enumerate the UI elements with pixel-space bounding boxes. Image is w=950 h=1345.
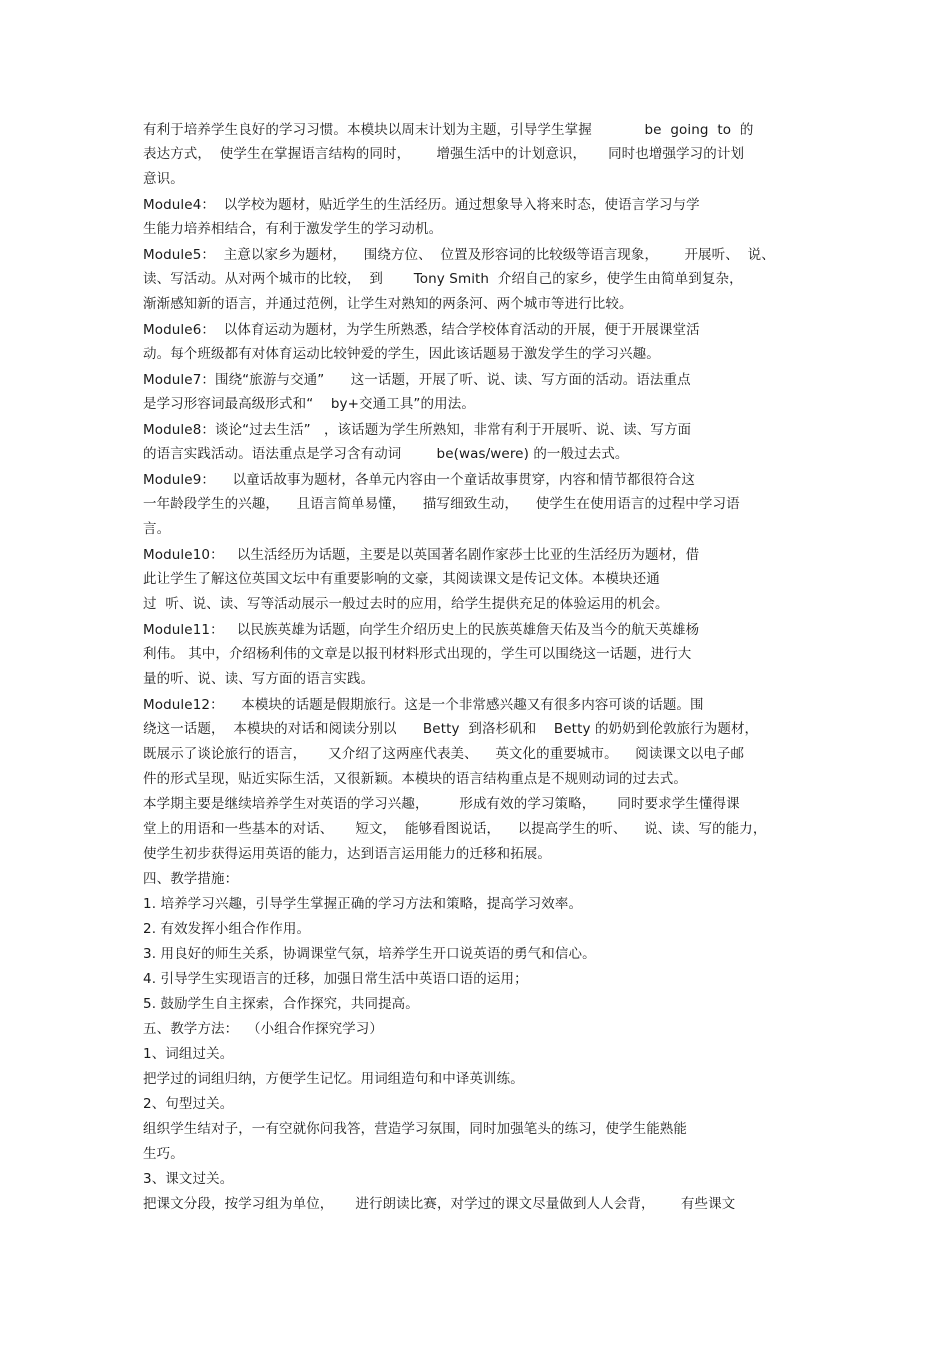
text-line: 绕这一话题， 本模块的对话和阅读分别以 Betty 到洛杉矶和 Betty 的奶奶到伦敦旅行为题材，	[143, 721, 759, 737]
text-line: 一年龄段学生的兴趣， 且语言简单易懂， 描写细致生动， 使学生在使用语言的过程中学习语	[143, 496, 740, 512]
text-line: 意识。	[143, 171, 184, 187]
text-line: 量的听、说、读、写方面的语言实践。	[143, 671, 375, 687]
text-line: 读、写活动。从对两个城市的比较， 到 Tony Smith 介绍自己的家乡，使学生由简单到复杂，	[143, 271, 743, 287]
text-line: Module7：围绕“旅游与交通” 这一话题，开展了听、说、读、写方面的活动。语法重点	[143, 372, 691, 388]
text-line: 本学期主要是继续培养学生对英语的学习兴趣， 形成有效的学习策略， 同时要求学生懂得课	[143, 796, 740, 812]
text-line: 堂上的用语和一些基本的对话、 短文， 能够看图说话， 以提高学生的听、 说、读、写的能力，	[143, 821, 767, 837]
text-line: 有利于培养学生良好的学习习惯。本模块以周末计划为主题，引导学生掌握 be going to 的	[143, 122, 754, 138]
text-line: 动。每个班级都有对体育运动比较钟爱的学生，因此该话题易于激发学生的学习兴趣。	[143, 346, 660, 362]
text-line: 组织学生结对子，一有空就你问我答，营造学习氛围，同时加强笔头的练习，使学生能熟能	[143, 1121, 687, 1137]
section-heading: 五、教学方法： （小组合作探究学习）	[143, 1021, 383, 1037]
text-line: 生巧。	[143, 1146, 184, 1162]
list-item: 1. 培养学习兴趣，引导学生掌握正确的学习方法和策略，提高学习效率。	[143, 896, 583, 912]
sub-heading: 3、课文过关。	[143, 1171, 234, 1187]
list-item: 2. 有效发挥小组合作作用。	[143, 921, 311, 937]
sub-heading: 2、句型过关。	[143, 1096, 234, 1112]
text-line: 此让学生了解这位英国文坛中有重要影响的文豪，其阅读课文是传记文体。本模块还通	[143, 571, 660, 587]
list-item: 3. 用良好的师生关系，协调课堂气氛，培养学生开口说英语的勇气和信心。	[143, 946, 596, 962]
text-line: Module11： 以民族英雄为话题，向学生介绍历史上的民族英雄詹天佑及当今的航天英雄杨	[143, 622, 700, 638]
text-line: 生能力培养相结合，有利于激发学生的学习动机。	[143, 221, 443, 237]
text-line: Module5： 主意以家乡为题材， 围绕方位、 位置及形容词的比较级等语言现象， 开展听、 说、	[143, 247, 775, 263]
text-line: Module8：谈论“过去生活” ，该话题为学生所熟知，非常有利于开展听、说、读、写方面	[143, 422, 692, 438]
text-line: 是学习形容词最高级形式和“ by+交通工具”的用法。	[143, 396, 475, 412]
text-line: Module9： 以童话故事为题材，各单元内容由一个童话故事贯穿，内容和情节都很符合这	[143, 472, 695, 488]
text-line: Module6： 以体育运动为题材，为学生所熟悉，结合学校体育活动的开展，便于开展课堂活	[143, 322, 700, 338]
text-line: 过 听、说、读、写等活动展示一般过去时的应用，给学生提供充足的体验运用的机会。	[143, 596, 669, 612]
text-line: 言。	[143, 521, 171, 537]
text-line: 既展示了谈论旅行的语言， 又介绍了这两座代表美、 英文化的重要城市。 阅读课文以电子邮	[143, 746, 745, 762]
list-item: 4. 引导学生实现语言的迁移，加强日常生活中英语口语的运用；	[143, 971, 528, 987]
list-item: 5. 鼓励学生自主探索，合作探究，共同提高。	[143, 996, 419, 1012]
text-line: 渐渐感知新的语言，并通过范例，让学生对熟知的两条河、两个城市等进行比较。	[143, 296, 633, 312]
text-line: Module4： 以学校为题材，贴近学生的生活经历。通过想象导入将来时态，使语言学习与学	[143, 197, 700, 213]
text-line: Module12： 本模块的话题是假期旅行。这是一个非常感兴趣又有很多内容可谈的话题。围	[143, 697, 704, 713]
text-line: 件的形式呈现，贴近实际生活，又很新颖。本模块的语言结构重点是不规则动词的过去式。	[143, 771, 687, 787]
text-line: 使学生初步获得运用英语的能力，达到语言运用能力的迁移和拓展。	[143, 846, 551, 862]
sub-heading: 1、词组过关。	[143, 1046, 234, 1062]
text-line: 表达方式， 使学生在掌握语言结构的同时， 增强生活中的计划意识， 同时也增强学习的计划	[143, 146, 745, 162]
text-line: 把学过的词组归纳，方便学生记忆。用词组造句和中译英训练。	[143, 1071, 524, 1087]
text-line: 利伟。 其中，介绍杨利伟的文章是以报刊材料形式出现的，学生可以围绕这一话题，进行大	[143, 646, 692, 662]
text-line: 的语言实践活动。语法重点是学习含有动词 be(was/were) 的一般过去式。	[143, 446, 629, 462]
text-line: 把课文分段，按学习组为单位， 进行朗读比赛，对学过的课文尽量做到人人会背， 有些课文	[143, 1196, 736, 1212]
text-line: Module10： 以生活经历为话题，主要是以英国著名剧作家莎士比亚的生活经历为题材，借	[143, 547, 700, 563]
section-heading: 四、教学措施：	[143, 871, 239, 887]
